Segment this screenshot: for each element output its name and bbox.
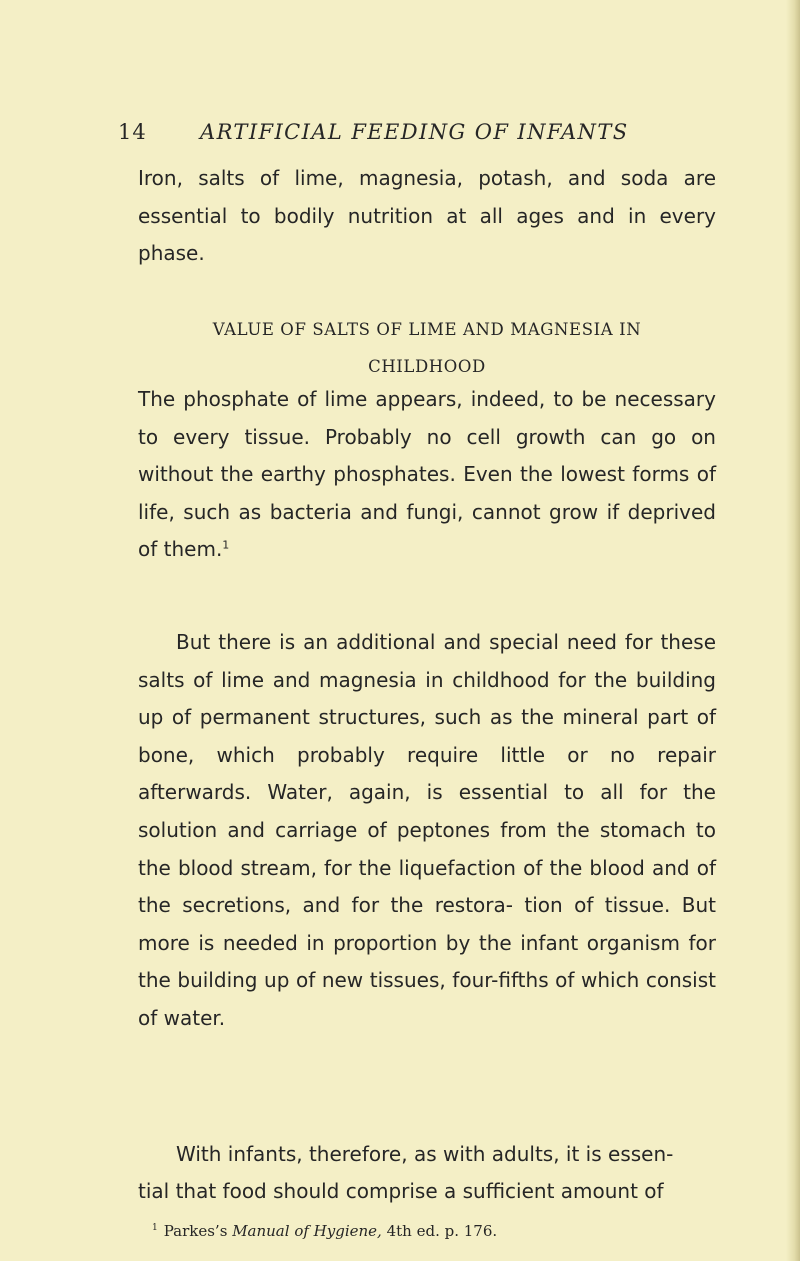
paragraph-1: Iron, salts of lime, magnesia, potash, and soda are essential to bodily nutrition at all ages and in every phase. (138, 166, 716, 266)
paragraph-2 (138, 381, 716, 569)
page-edge-shadow (786, 0, 800, 1261)
footnote-author: Parkes’s (163, 1222, 228, 1240)
page-number: 14 (118, 120, 147, 144)
footnote-reference: 1 (222, 538, 230, 552)
footnote-title: Manual of Hygiene, (232, 1222, 382, 1240)
paragraph-3: But there is an additional and special need for these salts of lime and magnesia in childhood for the building up of permanent structures, such as the mineral part of bone, which probably require little or no repair afterwards. Water, again, is essential to all for the solution and carriage of peptones from the stomach to the blood stream, for the liquefaction of the blood and of the secretions, and for the restora- tion of tissue. But more is needed in proportion by the infant organism for the building up of new tissues, four-fifths of which consist of water. (138, 630, 716, 1030)
paragraph-4-line-2: tial that food should comprise a sufficient amount of (138, 1179, 664, 1203)
paragraph-2-text: The phosphate of lime appears, indeed, to be necessary to every tissue. Probably no cell growth can go on without the earthy phosphates. Even the lowest forms of life, such as bacteria and fungi, cannot grow if deprived of them. (138, 387, 716, 562)
section-heading-line-2: CHILDHOOD (368, 357, 486, 376)
section-heading-line-1: VALUE OF SALTS OF LIME AND MAGNESIA IN (212, 320, 642, 339)
section-heading (138, 311, 716, 385)
running-title: ARTIFICIAL FEEDING OF INFANTS (200, 120, 629, 144)
footnote-mark: 1 (152, 1223, 158, 1233)
footnote-rest: 4th ed. p. 176. (386, 1222, 498, 1240)
footnote (152, 1217, 712, 1242)
page-header (118, 117, 718, 151)
paragraph-4-line-1: With infants, therefore, as with adults, it is essen- (176, 1142, 674, 1166)
